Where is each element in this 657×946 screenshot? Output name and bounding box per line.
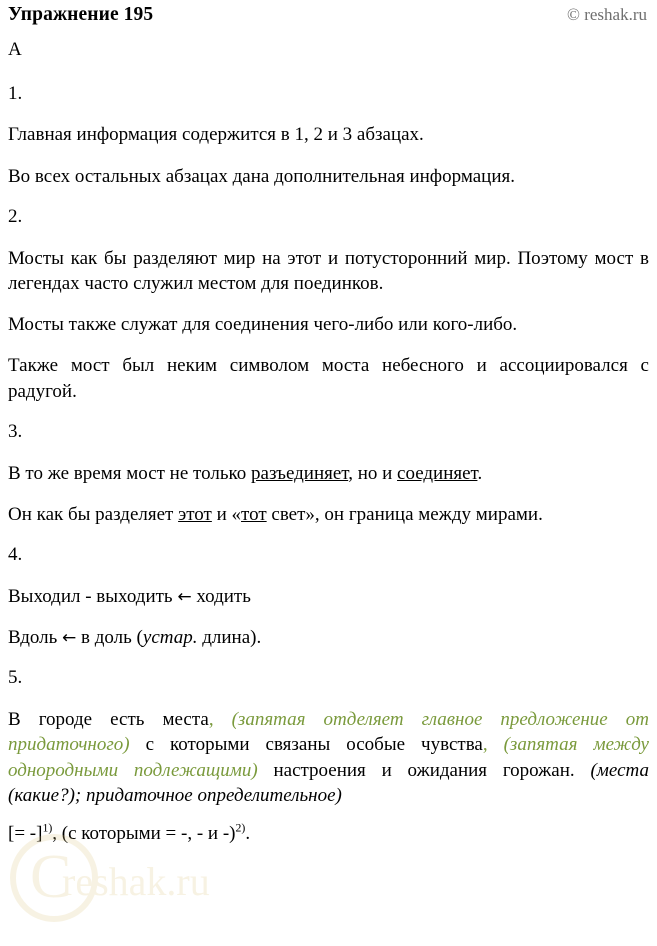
paragraph-2c: Также мост был неким символом моста небесного и ассоциировался с радугой. (8, 355, 649, 402)
p4b-italic: устар. (142, 627, 198, 649)
scheme-sup-2: 2) (235, 821, 246, 835)
paragraph-1b: Во всех остальных абзацах дана дополнительная информация. (8, 165, 515, 187)
list-number-3: 3. (8, 420, 23, 442)
paragraph-2a: Мосты как бы разделяют мир на этот и потусторонний мир. Поэтому мост в легендах часто служил местом для поединков. (8, 247, 649, 294)
p3a-mid: , но и (348, 462, 398, 484)
paragraph-3a (8, 461, 649, 486)
watermark-text: reshak.ru (62, 859, 210, 904)
scheme-part-b: , (с которыми = -, - и -) (52, 823, 236, 845)
p4b-pre: Вдоль (8, 627, 63, 649)
paragraph-1a: Главная информация содержится в 1, 2 и 3 абзацах. (8, 124, 424, 146)
p3b-pre: Он как бы разделяет (8, 503, 179, 525)
watermark-circle (10, 834, 98, 922)
list-number-4: 4. (8, 544, 23, 566)
section-letter: А (8, 39, 22, 60)
scheme-sup-1: 1) (42, 821, 53, 835)
page-header (8, 0, 649, 30)
left-arrow-icon: ← (177, 586, 192, 607)
p4b-post: длина). (197, 627, 262, 649)
paragraph-4b (8, 625, 649, 650)
p5-annotation-3: (места (какие?); придаточное определительное) (8, 759, 649, 806)
p3a-post: . (477, 462, 483, 484)
p3a-underline-2: соединяет (397, 462, 478, 484)
scheme-part-a: [= -] (8, 823, 43, 845)
list-number-1: 1. (8, 82, 23, 104)
page-title: Упражнение 195 (8, 4, 154, 25)
p5-segment-2: с которыми связаны особые чувства (145, 734, 483, 756)
p5-comma-1: , (208, 709, 214, 731)
p5-comma-2: , (482, 734, 488, 756)
watermark-letter: C (30, 843, 72, 911)
sentence-scheme (8, 822, 649, 847)
document-content (8, 30, 649, 847)
paragraph-5 (8, 707, 649, 808)
p3b-mid: и « (211, 503, 242, 525)
paragraph-3b (8, 502, 649, 527)
p3b-post: свет», он граница между мирами. (266, 503, 543, 525)
p4a-pre: Выходил - выходить (8, 585, 178, 607)
p3b-underline-2: тот (241, 503, 267, 525)
p3b-underline-1: этот (178, 503, 212, 525)
p3a-underline-1: разъединяет (251, 462, 349, 484)
p5-segment-1: В городе есть места (8, 709, 209, 731)
list-number-5: 5. (8, 667, 23, 689)
p4a-post: ходить (191, 585, 251, 607)
p4b-mid: в доль ( (76, 627, 143, 649)
p5-annotation-1: (запятая отделяет главное предложение от придаточного) (8, 709, 650, 756)
paragraph-2b: Мосты также служат для соединения чего-либо или кого-либо. (8, 314, 518, 336)
p3a-pre: В то же время мост не только (8, 462, 252, 484)
p5-segment-3: настроения и ожидания горожан. (273, 759, 575, 781)
list-number-2: 2. (8, 205, 23, 227)
scheme-part-c: . (245, 823, 251, 845)
paragraph-4a (8, 584, 649, 609)
site-credit: © reshak.ru (567, 5, 647, 24)
p5-annotation-2: (запятая между однородными подлежащими) (8, 734, 649, 781)
left-arrow-icon-2: ← (62, 628, 77, 649)
